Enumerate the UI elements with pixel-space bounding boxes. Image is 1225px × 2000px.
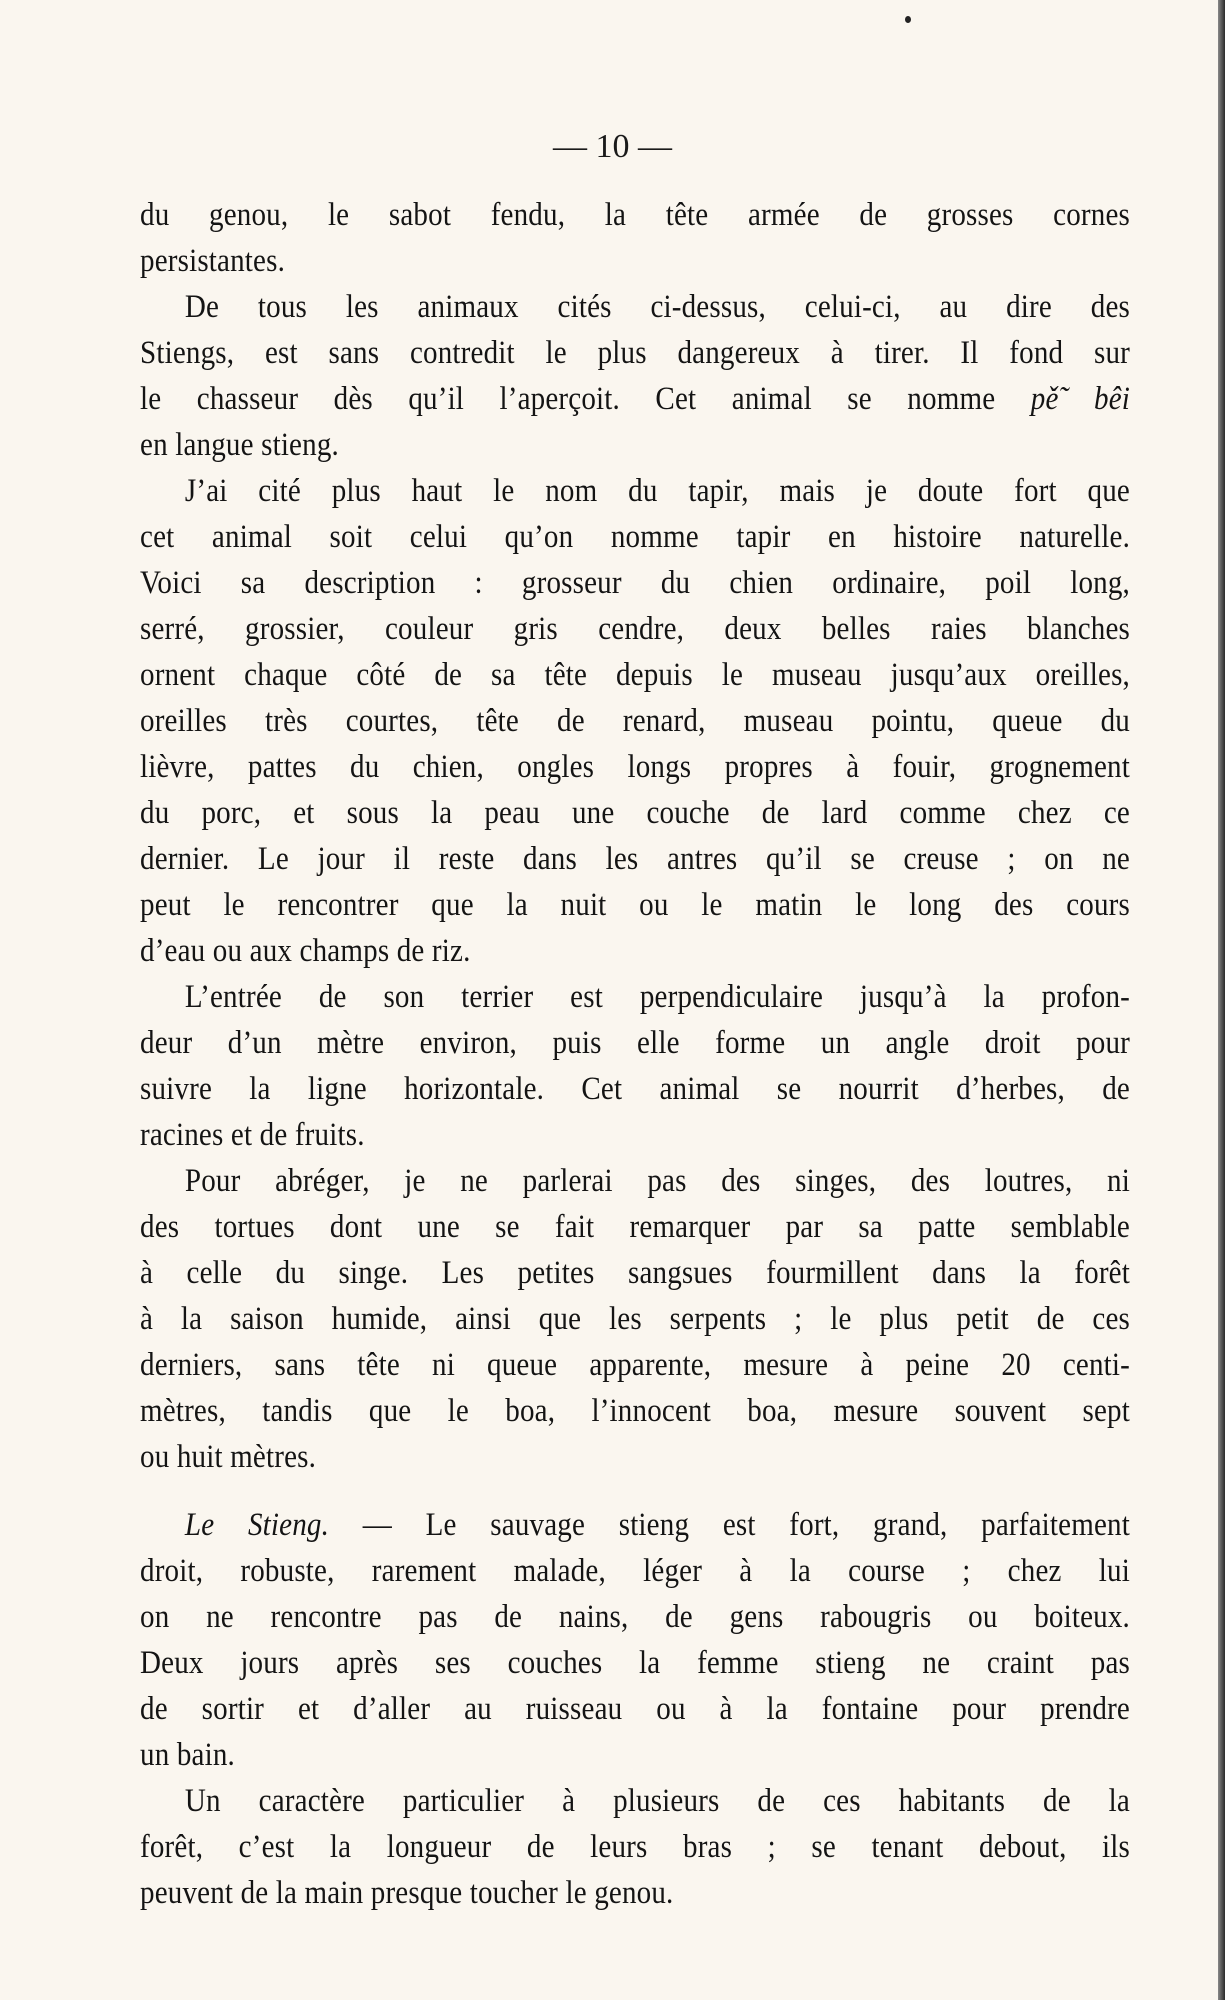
italic-term: pě̃ bêi xyxy=(1030,381,1130,417)
text-line: Deux jours après ses couches la femme stieng ne craint pas xyxy=(140,1645,1130,1681)
text-span: — Le sauvage stieng est fort, grand, parfaitement xyxy=(329,1507,1130,1543)
paragraph xyxy=(140,1502,1130,1778)
section-gap xyxy=(140,1480,1130,1502)
text-line: mètres, tandis que le boa, l’innocent boa, mesure souvent sept xyxy=(140,1393,1130,1429)
text-line: Pour abréger, je ne parlerai pas des singes, des loutres, ni xyxy=(184,1163,1130,1199)
text-line: derniers, sans tête ni queue apparente, mesure à peine 20 centi- xyxy=(140,1347,1130,1383)
body-text xyxy=(140,192,1130,1916)
text-line: Voici sa description : grosseur du chien ordinaire, poil long, xyxy=(140,565,1130,601)
text-line: Un caractère particulier à plusieurs de ces habitants de la xyxy=(184,1783,1130,1819)
text-line: dernier. Le jour il reste dans les antres qu’il se creuse ; on ne xyxy=(140,841,1130,877)
text-line: ornent chaque côté de sa tête depuis le museau jusqu’aux oreilles, xyxy=(140,657,1130,693)
text-line: J’ai cité plus haut le nom du tapir, mais je doute fort que xyxy=(184,473,1130,509)
ink-speck xyxy=(905,16,911,23)
page-edge xyxy=(1218,0,1225,2000)
text-line: des tortues dont une se fait remarquer par sa patte semblable xyxy=(140,1209,1130,1245)
text-line: racines et de fruits. xyxy=(140,1117,365,1153)
text-line: lièvre, pattes du chien, ongles longs propres à fouir, grognement xyxy=(140,749,1130,785)
text-line: un bain. xyxy=(140,1737,235,1773)
text-line: persistantes. xyxy=(140,243,286,279)
text-line: deur d’un mètre environ, puis elle forme un angle droit pour xyxy=(140,1025,1130,1061)
text-line: De tous les animaux cités ci-dessus, celui-ci, au dire des xyxy=(184,289,1130,325)
paragraph xyxy=(140,1778,1130,1916)
text-line: peuvent de la main presque toucher le genou. xyxy=(140,1875,674,1911)
text-line: suivre la ligne horizontale. Cet animal se nourrit d’herbes, de xyxy=(140,1071,1130,1107)
text-line: de sortir et d’aller au ruisseau ou à la fontaine pour prendre xyxy=(140,1691,1130,1727)
text-line: ou huit mètres. xyxy=(140,1439,317,1475)
section-heading: Le Stieng. xyxy=(184,1507,330,1543)
text-line: oreilles très courtes, tête de renard, museau pointu, queue du xyxy=(140,703,1130,739)
paragraph xyxy=(140,284,1130,468)
text-line xyxy=(140,376,1130,422)
paragraph xyxy=(140,192,1130,284)
text-line: du genou, le sabot fendu, la tête armée de grosses cornes xyxy=(140,197,1130,233)
page-number: — 10 — xyxy=(553,128,672,165)
text-line: forêt, c’est la longueur de leurs bras ; se tenant debout, ils xyxy=(140,1829,1130,1865)
text-line: L’entrée de son terrier est perpendiculaire jusqu’à la profon- xyxy=(184,979,1130,1015)
text-line: on ne rencontre pas de nains, de gens rabougris ou boiteux. xyxy=(140,1599,1130,1635)
text-line: du porc, et sous la peau une couche de lard comme chez ce xyxy=(140,795,1130,831)
text-span: le chasseur dès qu’il l’aperçoit. Cet animal se nomme xyxy=(140,381,1031,417)
text-line xyxy=(140,1502,1130,1548)
text-line: peut le rencontrer que la nuit ou le matin le long des cours xyxy=(140,887,1130,923)
text-line: cet animal soit celui qu’on nomme tapir en histoire naturelle. xyxy=(140,519,1130,555)
text-line: à la saison humide, ainsi que les serpents ; le plus petit de ces xyxy=(140,1301,1130,1337)
text-line: en langue stieng. xyxy=(140,427,339,463)
text-line: d’eau ou aux champs de riz. xyxy=(140,933,471,969)
paragraph xyxy=(140,468,1130,974)
text-line: serré, grossier, couleur gris cendre, deux belles raies blanches xyxy=(140,611,1130,647)
paragraph xyxy=(140,1158,1130,1480)
paragraph xyxy=(140,974,1130,1158)
text-line: Stiengs, est sans contredit le plus dangereux à tirer. Il fond sur xyxy=(140,335,1130,371)
text-line: droit, robuste, rarement malade, léger à la course ; chez lui xyxy=(140,1553,1130,1589)
text-line: à celle du singe. Les petites sangsues fourmillent dans la forêt xyxy=(140,1255,1130,1291)
